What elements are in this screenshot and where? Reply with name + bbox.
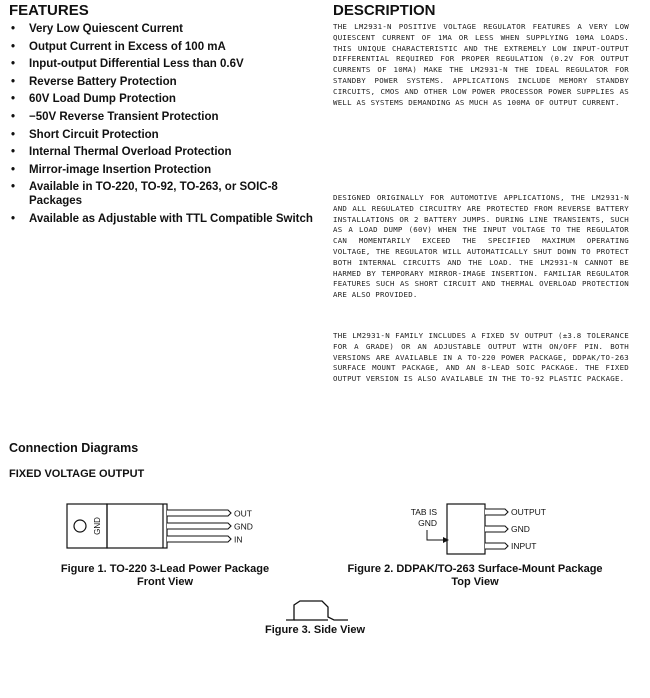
side-view-diagram [282,599,352,623]
feature-item: • −50V Reverse Transient Protection [9,110,314,124]
pin-label-out: OUT [234,508,252,519]
to220-body-label: GND [93,517,103,535]
features-list [9,22,314,230]
ddpak-diagram [395,500,565,560]
connection-diagrams-heading: Connection Diagrams [9,441,139,455]
fixed-voltage-output-heading: FIXED VOLTAGE OUTPUT [9,468,145,480]
pin-label-gnd: GND [234,521,253,532]
figure2-caption [325,563,625,588]
figure2-caption-title: Figure 2. DDPAK/TO-263 Surface-Mount Package [347,563,603,575]
side-view-outline [286,601,348,620]
feature-item: • Mirror-image Insertion Protection [9,163,314,177]
feature-item: • Input-output Differential Less than 0.6V [9,57,314,71]
features-heading: FEATURES [9,2,89,19]
ddpak-body [447,504,485,554]
feature-item: • Very Low Quiescent Current [9,22,314,36]
feature-item: • Output Current in Excess of 100 mA [9,40,314,54]
ddpak-pin-output [485,509,508,515]
feature-item: • Available in TO-220, TO-92, TO-263, or SOIC-8 Packages [9,180,314,208]
to220-pin-out [167,510,231,516]
pin-label-output: OUTPUT [511,507,546,517]
feature-item: • 60V Load Dump Protection [9,92,314,106]
ddpak-pin-input [485,543,508,549]
figure1-caption-view: Front View [136,575,194,588]
tab-arrow [427,530,443,540]
feature-item: • Short Circuit Protection [9,128,314,142]
to220-pin-gnd [167,523,231,529]
pin-label-input: INPUT [511,541,537,551]
feature-item: • Reverse Battery Protection [9,75,314,89]
feature-item: • Internal Thermal Overload Protection [9,145,314,159]
feature-item: • Available as Adjustable with TTL Compatible Switch [9,212,314,226]
description-paragraph: DESIGNED ORIGINALLY FOR AUTOMOTIVE APPLICATIONS, THE LM2931-N AND ALL REGULATED CIRCUITRY ARE PROTECTED FROM REVERSE BATTERY INSTALLATIONS OR 2 BATTERY JUMPS. DURING LINE TRANSIENTS, SUCH AS A LOAD DUMP (60V) WHEN THE INPUT VOLTAGE TO THE REGULATOR CAN MOMENTARILY EXCEED THE SPECIFIED MAXIMUM OPERATING VOLTAGE, THE REGULATOR WILL AUTOMATICALLY SHUT DOWN TO PROTECT BOTH INTERNAL CIRCUITS AND THE LOAD. THE LM2931-N CANNOT BE HARMED BY TEMPORARY MIRROR-IMAGE INSERTION. FAMILIAR REGULATOR FEATURES SUCH AS SHORT CIRCUIT AND THERMAL OVERLOAD PROTECTION ARE ALSO PROVIDED. [333,193,629,300]
ddpak-pin-gnd [485,526,508,532]
to220-body [107,504,167,548]
figure1-caption [40,563,290,588]
to220-pin-in [167,536,231,542]
pin-label-in: IN [234,534,243,545]
tab-label-2: GND [418,518,437,528]
description-heading: DESCRIPTION [333,2,436,19]
tab-label-1: TAB IS [410,507,437,517]
figure1-caption-title: Figure 1. TO-220 3-Lead Power Package [60,563,270,575]
mounting-hole [74,520,86,532]
to220-diagram [60,498,280,558]
figure2-caption-view: Top View [451,575,499,588]
description-paragraph: THE LM2931-N FAMILY INCLUDES A FIXED 5V OUTPUT (±3.8 TOLERANCE FOR A GRADE) OR AN ADJUSTABLE OUTPUT WITH ON/OFF PIN. BOTH VERSIONS ARE AVAILABLE IN A TO-220 POWER PACKAGE, DDPAK/TO-263 SURFACE MOUNT PACKAGE, AND AN 8-LEAD SOIC PACKAGE. THE FIXED OUTPUT VERSION IS ALSO AVAILABLE IN THE TO-92 PLASTIC PACKAGE. [333,331,629,384]
description-paragraph: THE LM2931-N POSITIVE VOLTAGE REGULATOR FEATURES A VERY LOW QUIESCENT CURRENT OF 1MA OR LESS WHEN SUPPLYING 10MA LOADS. THIS UNIQUE CHARACTERISTIC AND THE EXTREMELY LOW INPUT-OUTPUT DIFFERENTIAL REQUIRED FOR PROPER REGULATION (0.2V FOR OUTPUT CURRENTS OF 10MA) MAKE THE LM2931-N THE IDEAL REGULATOR FOR STANDBY POWER SYSTEMS. APPLICATIONS INCLUDE MEMORY STANDBY CIRCUITS, CMOS AND OTHER LOW POWER PROCESSOR POWER SUPPLIES AS WELL AS SYSTEMS DEMANDING AS MUCH AS 100MA OF OUTPUT CURRENT. [333,22,629,107]
pin-label-gnd-2: GND [511,524,530,534]
figure3-caption: Figure 3. Side View [264,624,366,636]
